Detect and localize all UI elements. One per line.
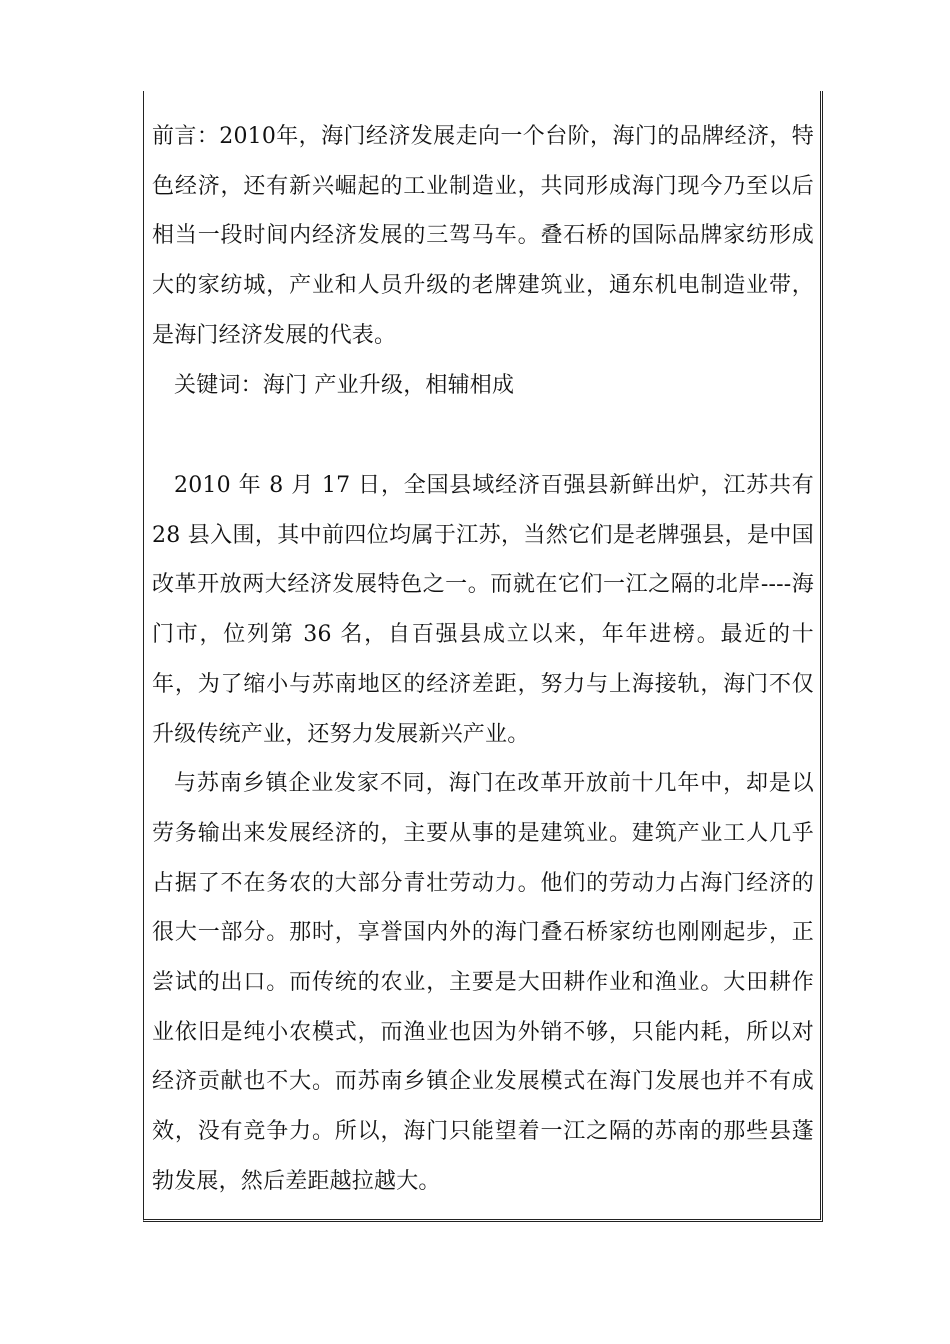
body-section: [152, 461, 814, 1207]
body-paragraph-1: 2010 年 8 月 17 日，全国县域经济百强县新鲜出炉，江苏共有 28 县入围，其中前四位均属于江苏，当然它们是老牌强县，是中国改革开放两大经济发展特色之一。而就在它们一江之隔的北岸----海门市，位列第 36 名，自百强县成立以来，年年进榜。最近的十年，为了缩小与苏南地区的经济差距，努力与上海接轨，海门不仅升级传统产业，还努力发展新兴产业。: [152, 473, 814, 747]
preface-section: [152, 112, 814, 361]
body-paragraph-2: 与苏南乡镇企业发家不同，海门在改革开放前十几年中，却是以劳务输出来发展经济的，主要从事的是建筑业。建筑产业工人几乎占据了不在务农的大部分青壮劳动力。他们的劳动力占海门经济的很大一部分。那时，享誉国内外的海门叠石桥家纺也刚刚起步，正尝试的出口。而传统的农业，主要是大田耕作业和渔业。大田耕作业依旧是纯小农模式，而渔业也因为外销不够，只能内耗，所以对经济贡献也不大。而苏南乡镇企业发展模式在海门发展也并不有成效，没有竞争力。所以，海门只能望着一江之隔的苏南的那些县蓬勃发展，然后差距越拉越大。: [152, 771, 814, 1194]
keywords-line: 关键词：海门 产业升级，相辅相成: [174, 373, 515, 398]
preface-paragraph: 前言：2010年，海门经济发展走向一个台阶，海门的品牌经济，特色经济，还有新兴崛起的工业制造业，共同形成海门现今乃至以后相当一段时间内经济发展的三驾马车。叠石桥的国际品牌家纺形成大的家纺城，产业和人员升级的老牌建筑业，通东机电制造业带，是海门经济发展的代表。: [152, 124, 814, 348]
keywords-section: [152, 361, 814, 411]
